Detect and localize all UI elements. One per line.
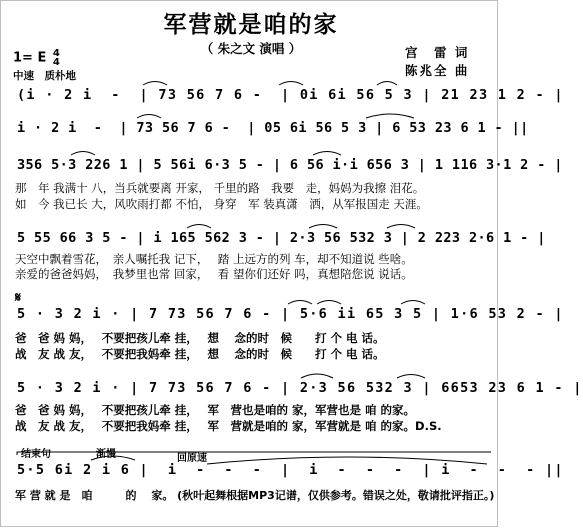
- lyrics-row-6-verse-1: 爸 爸 妈 妈， 不要把孩儿牵 挂， 军 营也是咱的 家，军营也是 咱 的家。: [15, 403, 416, 417]
- notation-row-4: 5 55 66 3 5 - | i 165 562 3 - | 2·3 56 532 3 | 2 223 2·6 1 - |: [17, 230, 546, 246]
- lyrics-row-6-verse-2: 战 友 战 友， 不要把我妈牵 挂， 军 营就是咱的 家，军营就是 咱 的家。D.S.: [15, 419, 442, 433]
- time-bottom: 4: [52, 57, 60, 68]
- notation-row-7: 5·5 6i 2 i 6 | i - - - | i - - - | i - - - ||: [17, 462, 564, 478]
- lyrics-row-4-verse-2: 亲爱的爸爸妈妈， 我梦里也常 回家， 看 望你们还好 吗，真想陪您说 说话。: [15, 267, 413, 281]
- notation-row-2: i · 2 i - | 73 56 7 6 - | 05 6i 56 5 3 | 6 53 23 6 1 - ||: [17, 120, 529, 136]
- composer-credit: 陈兆全 曲: [405, 63, 470, 78]
- notation-row-6: 5 · 3 2 i · | 7 73 56 7 6 - | 2·3 56 532 3 | 6653 23 6 1 - |: [17, 380, 583, 396]
- notation-row-3: 356 5·3 226 1 | 5 56i 6·3 5 - | 6 56 i·i 656 3 | 1 116 3·1 2 - |: [17, 157, 563, 173]
- segno-sign: 𝄋: [15, 290, 22, 306]
- ritardando-marking: 渐慢: [96, 449, 116, 460]
- lyrics-row-3-verse-1: 那 年 我满十 八，当兵就要离 开家， 千里的路 我要 走，妈妈为我擦 泪花。: [15, 181, 425, 195]
- time-signature: [53, 49, 60, 67]
- lyricist-credit: 宫 雷 词: [405, 45, 470, 60]
- lyrics-row-7: 军 营 就 是 咱 的 家。 (秋叶起舞根据MP3记谱，仅供参考。错误之处，敬请批评指正。): [15, 489, 495, 502]
- coda-bracket: [17, 452, 491, 455]
- key-label: 1= E: [13, 50, 47, 66]
- key-signature: [13, 49, 60, 67]
- lyrics-row-5-verse-1: 爸 爸 妈 妈， 不要把孩儿牵 挂， 想 念的时 候 打 个 电 话。: [15, 331, 385, 345]
- performer-credit: （ 朱之文 演唱 ）: [200, 41, 302, 56]
- time-top: 4: [52, 48, 60, 59]
- lyrics-row-4-verse-1: 天空中飘着雪花， 亲人嘱托我 记下， 踏 上远方的列 车，却不知道说 些啥。: [15, 252, 413, 266]
- lyrics-row-3-verse-2: 如 今 我已长 大，风吹雨打都 不怕， 身穿 军 装真潇 洒，从军报国走 天涯。: [15, 197, 428, 211]
- song-title: 军营就是咱的家: [163, 12, 339, 38]
- a-tempo-marking: 回原速: [177, 453, 207, 464]
- tempo-marking: 中速 质朴地: [13, 70, 76, 82]
- notation-row-1: (i · 2 i - | 73 56 7 6 - | 0i 6i 56 5 3 | 21 23 1 2 - |: [17, 87, 564, 103]
- notation-row-5: 5 · 3 2 i · | 7 73 56 7 6 - | 5·6 ii 65 3 5 | 1·6 53 2 - |: [17, 306, 564, 322]
- coda-marking: 结束句: [21, 449, 51, 460]
- lyrics-row-5-verse-2: 战 友 战 友， 不要把我妈牵 挂， 想 念的时 候 打 个 电 话。: [15, 347, 385, 361]
